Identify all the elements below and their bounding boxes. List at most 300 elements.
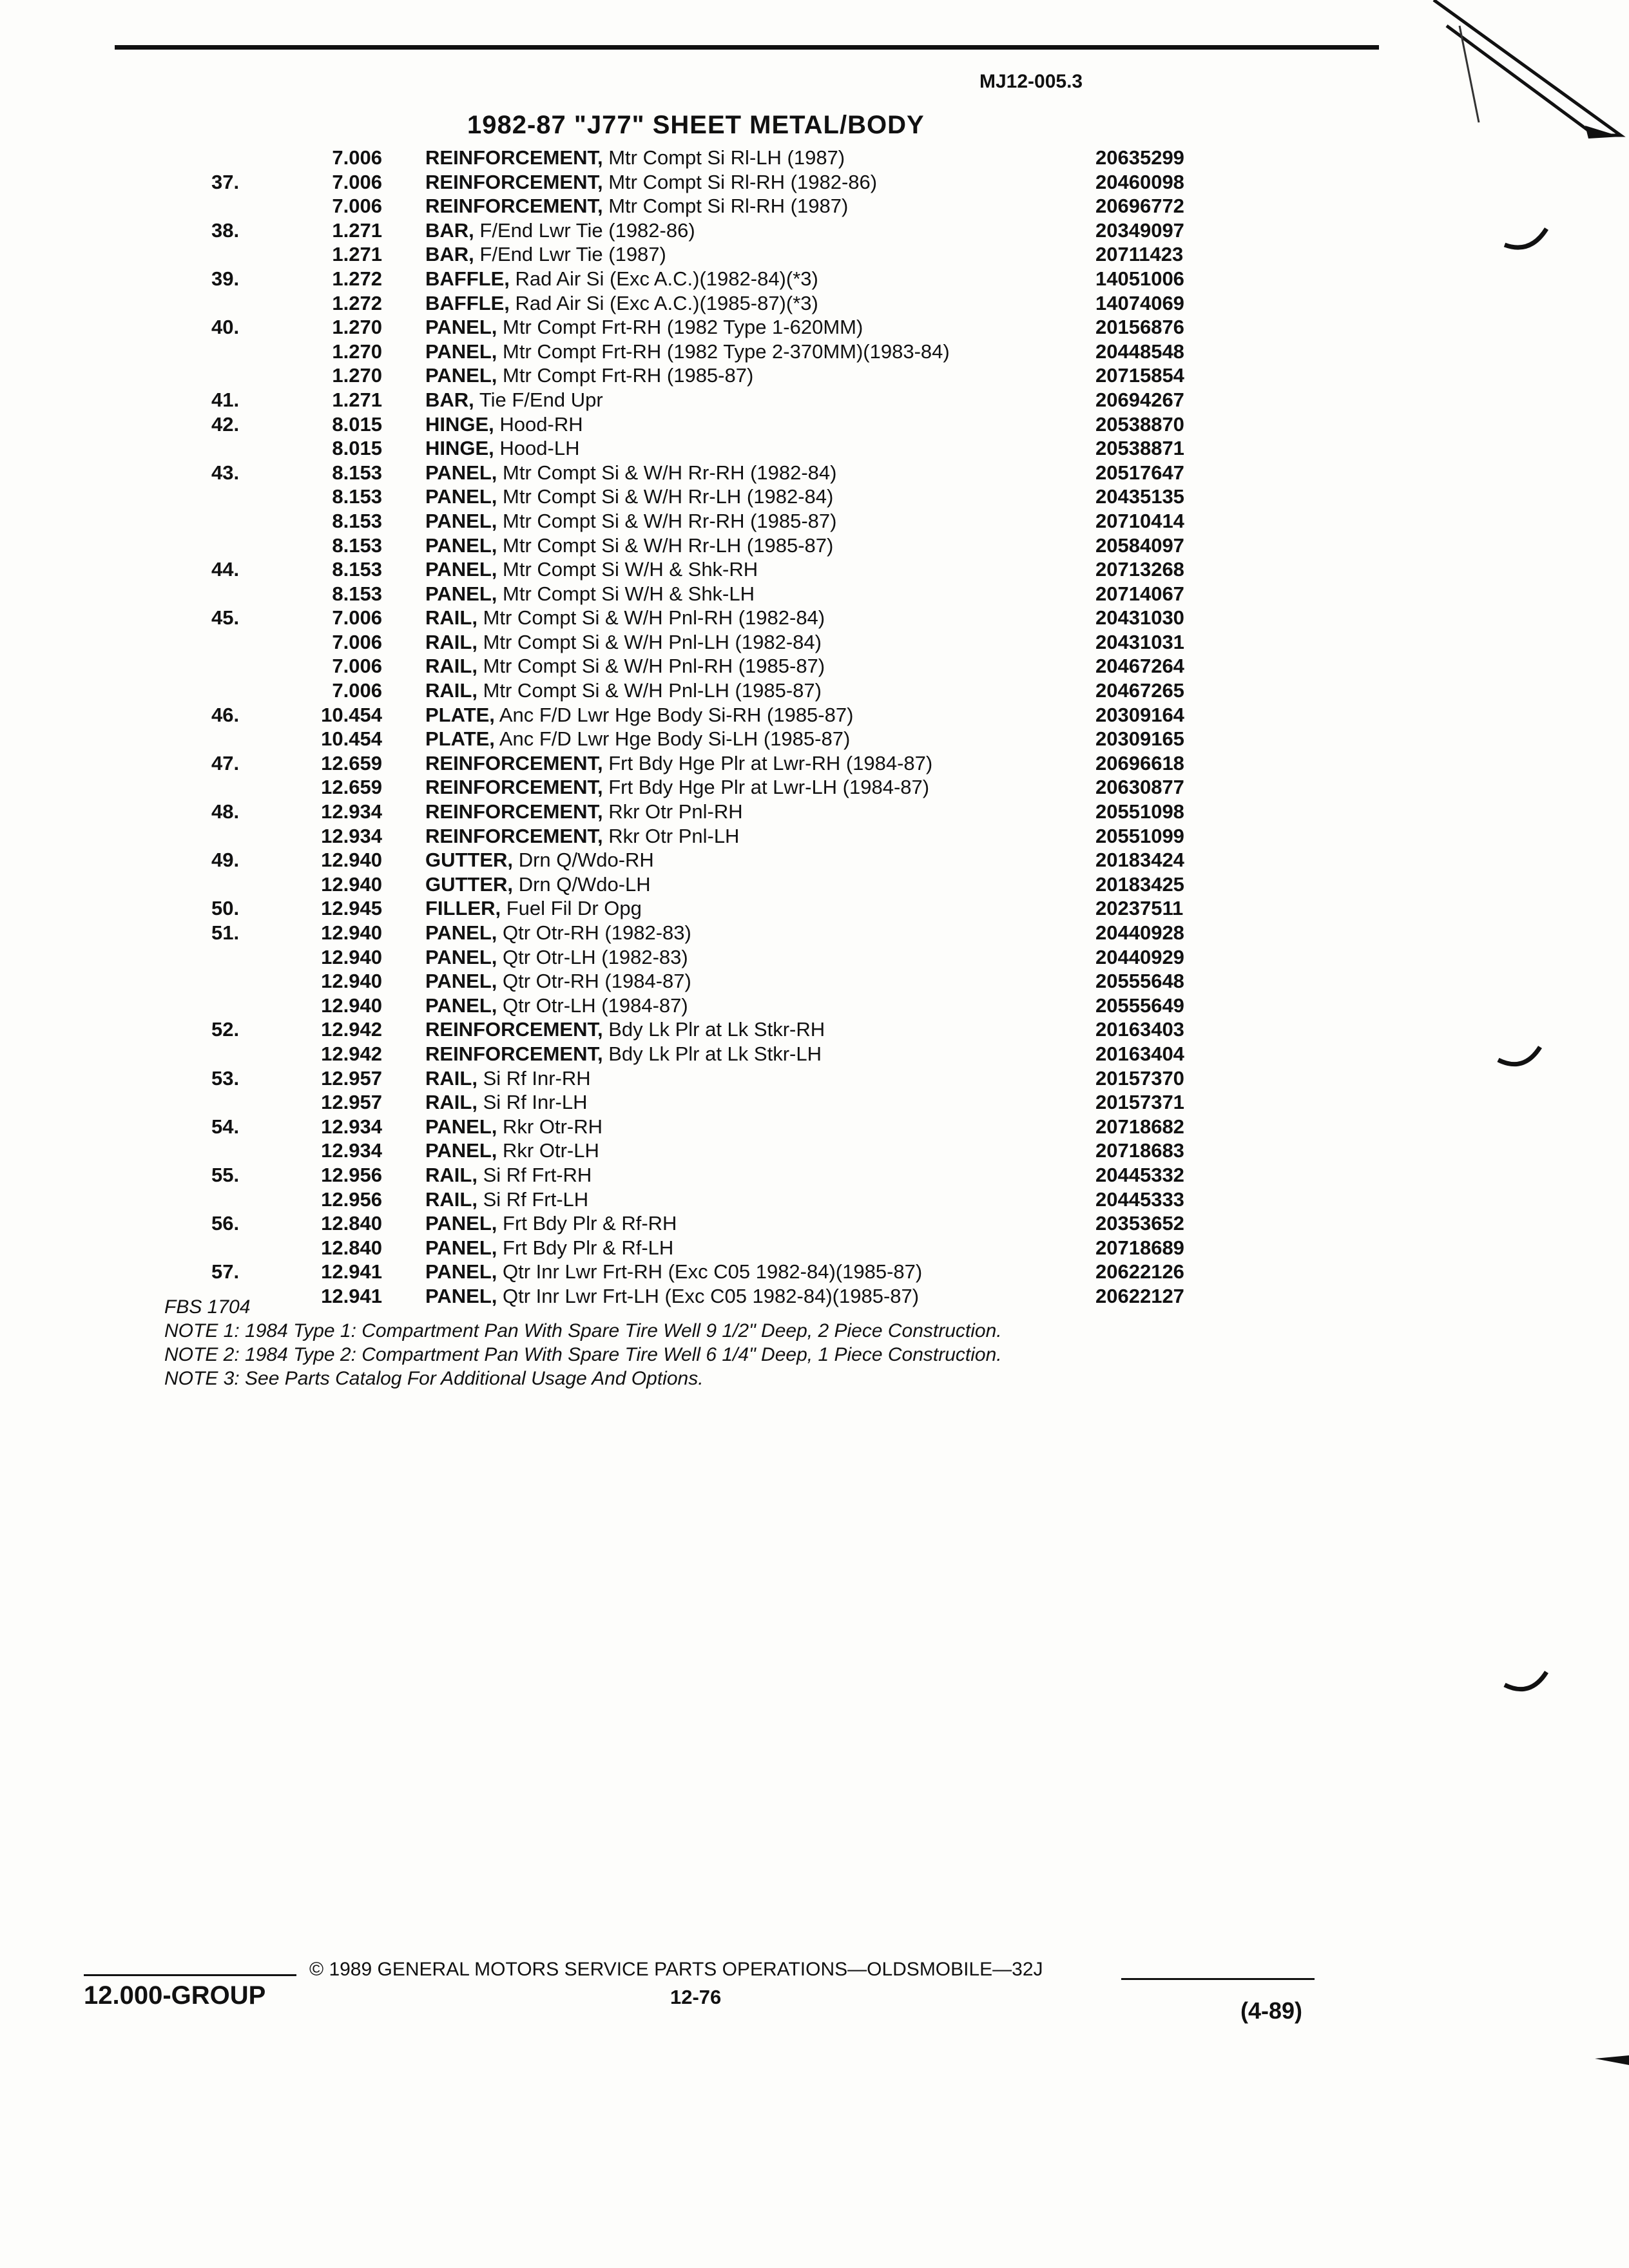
part-description — [425, 800, 1083, 824]
group-number: 12.956 — [321, 1187, 382, 1211]
ref-number: 40. — [211, 316, 240, 339]
part-name: PANEL, — [425, 945, 497, 968]
part-number: 20445333 — [1095, 1187, 1184, 1211]
part-name: PANEL, — [425, 485, 497, 508]
part-number: 20555649 — [1095, 994, 1184, 1017]
footer-rule-right — [1121, 1978, 1315, 1980]
group-number: 1.270 — [332, 340, 382, 363]
part-row — [0, 436, 1629, 461]
part-row — [0, 267, 1629, 291]
part-row — [0, 1236, 1629, 1260]
part-row — [0, 363, 1629, 388]
part-detail: F/End Lwr Tie (1982-86) — [479, 218, 695, 242]
part-name: PANEL, — [425, 1260, 497, 1283]
group-number: 7.006 — [332, 606, 382, 629]
part-detail: Qtr Inr Lwr Frt-RH (Exc C05 1982-84)(1985-87) — [503, 1260, 923, 1283]
part-number: 20440928 — [1095, 921, 1184, 944]
scan-artifact-corner — [1427, 0, 1629, 168]
part-description — [425, 775, 1083, 800]
part-number: 20555648 — [1095, 970, 1184, 993]
part-number: 20711423 — [1095, 243, 1184, 266]
part-name: RAIL, — [425, 655, 477, 678]
part-detail: Mtr Compt Si Rl-RH (1987) — [608, 195, 849, 218]
scan-artifact-edge — [1592, 2049, 1629, 2068]
group-number: 7.006 — [332, 195, 382, 218]
part-description — [425, 267, 1083, 291]
ref-number: 47. — [211, 751, 240, 774]
part-description — [425, 388, 1083, 412]
group-number: 8.015 — [332, 437, 382, 460]
part-row — [0, 921, 1629, 945]
part-row — [0, 146, 1629, 170]
part-name: REINFORCEMENT, — [425, 800, 603, 823]
part-name: PANEL, — [425, 461, 497, 484]
part-name: RAIL, — [425, 1187, 477, 1211]
top-rule — [115, 45, 1379, 50]
part-number: 20440929 — [1095, 945, 1184, 968]
part-number: 20630877 — [1095, 776, 1184, 799]
part-description — [425, 703, 1083, 727]
part-name: PANEL, — [425, 509, 497, 532]
part-row — [0, 751, 1629, 776]
footer-copyright: © 1989 GENERAL MOTORS SERVICE PARTS OPERATIONS—OLDSMOBILE—32J — [309, 1959, 1043, 1980]
part-description — [425, 1115, 1083, 1139]
part-description — [425, 146, 1083, 170]
group-number: 7.006 — [332, 655, 382, 678]
group-number: 12.840 — [321, 1236, 382, 1259]
part-name: RAIL, — [425, 679, 477, 702]
part-detail: Mtr Compt Si & W/H Pnl-RH (1982-84) — [483, 606, 825, 629]
part-name: FILLER, — [425, 897, 501, 920]
ref-number: 57. — [211, 1260, 240, 1283]
part-name: HINGE, — [425, 437, 494, 460]
group-number: 1.271 — [332, 388, 382, 411]
part-row — [0, 485, 1629, 509]
group-number: 12.942 — [321, 1042, 382, 1065]
part-name: BAFFLE, — [425, 291, 510, 314]
ref-number: 43. — [211, 461, 240, 484]
part-name: PANEL, — [425, 558, 497, 581]
part-detail: Anc F/D Lwr Hge Body Si-RH (1985-87) — [499, 703, 854, 726]
part-row — [0, 412, 1629, 437]
part-name: PANEL, — [425, 316, 497, 339]
part-description — [425, 921, 1083, 945]
part-number: 20237511 — [1095, 897, 1184, 920]
part-detail: Si Rf Frt-RH — [483, 1163, 592, 1186]
part-number: 14074069 — [1095, 291, 1184, 314]
ref-number: 49. — [211, 849, 240, 872]
group-number: 12.957 — [321, 1091, 382, 1114]
part-number: 20718689 — [1095, 1236, 1184, 1259]
ref-number: 39. — [211, 267, 240, 290]
group-number: 12.840 — [321, 1212, 382, 1235]
part-description — [425, 218, 1083, 243]
group-number: 7.006 — [332, 170, 382, 193]
part-number: 20445332 — [1095, 1163, 1184, 1186]
part-number: 20349097 — [1095, 218, 1184, 242]
part-detail: Drn Q/Wdo-RH — [518, 849, 654, 872]
part-name: BAR, — [425, 243, 474, 266]
part-detail: Si Rf Inr-LH — [483, 1091, 588, 1114]
part-name: BAFFLE, — [425, 267, 510, 290]
part-description — [425, 654, 1083, 678]
part-name: REINFORCEMENT, — [425, 146, 603, 169]
part-name: REINFORCEMENT, — [425, 1042, 603, 1065]
group-number: 8.153 — [332, 582, 382, 605]
part-name: RAIL, — [425, 630, 477, 653]
part-description — [425, 194, 1083, 218]
part-detail: Frt Bdy Plr & Rf-RH — [503, 1212, 677, 1235]
part-row — [0, 461, 1629, 485]
part-name: GUTTER, — [425, 872, 514, 896]
part-row — [0, 654, 1629, 678]
ref-number: 44. — [211, 558, 240, 581]
part-row — [0, 703, 1629, 727]
group-number: 1.270 — [332, 364, 382, 387]
part-row — [0, 848, 1629, 872]
group-number: 8.153 — [332, 558, 382, 581]
part-row — [0, 872, 1629, 897]
part-detail: Rad Air Si (Exc A.C.)(1985-87)(*3) — [515, 291, 818, 314]
note-2: NOTE 2: 1984 Type 2: Compartment Pan With Spare Tire Well 6 1/4" Deep, 1 Piece Construction. — [164, 1344, 1002, 1365]
group-number: 12.941 — [321, 1260, 382, 1283]
group-number: 12.940 — [321, 849, 382, 872]
part-number: 20551099 — [1095, 824, 1184, 847]
part-row — [0, 315, 1629, 340]
part-description — [425, 1042, 1083, 1066]
part-number: 20696618 — [1095, 751, 1184, 774]
ref-number: 55. — [211, 1163, 240, 1186]
part-number: 20431031 — [1095, 630, 1184, 653]
group-number: 12.934 — [321, 1139, 382, 1162]
part-number: 20435135 — [1095, 485, 1184, 508]
ref-number: 51. — [211, 921, 240, 944]
part-description — [425, 412, 1083, 437]
group-number: 12.940 — [321, 872, 382, 896]
part-row — [0, 678, 1629, 703]
part-name: PANEL, — [425, 582, 497, 605]
part-description — [425, 1236, 1083, 1260]
parts-list — [0, 146, 1629, 1309]
group-number: 12.940 — [321, 994, 382, 1017]
ref-number: 53. — [211, 1066, 240, 1090]
part-detail: Rkr Otr-RH — [503, 1115, 602, 1138]
part-row — [0, 194, 1629, 218]
part-detail: Anc F/D Lwr Hge Body Si-LH (1985-87) — [499, 727, 851, 751]
part-number: 20538870 — [1095, 412, 1184, 436]
part-description — [425, 315, 1083, 340]
part-row — [0, 557, 1629, 582]
part-row — [0, 800, 1629, 824]
part-description — [425, 848, 1083, 872]
part-description — [425, 582, 1083, 606]
part-description — [425, 969, 1083, 994]
part-description — [425, 1187, 1083, 1212]
part-description — [425, 727, 1083, 751]
part-detail: Rkr Otr-LH — [503, 1139, 599, 1162]
part-name: RAIL, — [425, 1163, 477, 1186]
group-number: 8.153 — [332, 533, 382, 557]
part-number: 20431030 — [1095, 606, 1184, 629]
part-row — [0, 824, 1629, 849]
fbs-code: FBS 1704 — [164, 1296, 251, 1318]
part-description — [425, 1066, 1083, 1091]
part-row — [0, 1090, 1629, 1115]
part-name: PLATE, — [425, 727, 495, 751]
part-number: 20467265 — [1095, 679, 1184, 702]
part-row — [0, 1187, 1629, 1212]
part-detail: Mtr Compt Si & W/H Rr-RH (1985-87) — [503, 509, 837, 532]
part-description — [425, 1090, 1083, 1115]
part-number: 20448548 — [1095, 340, 1184, 363]
part-number: 20538871 — [1095, 437, 1184, 460]
part-name: PANEL, — [425, 970, 497, 993]
part-name: PANEL, — [425, 533, 497, 557]
part-number: 20551098 — [1095, 800, 1184, 823]
part-number: 20460098 — [1095, 170, 1184, 193]
part-number: 20694267 — [1095, 388, 1184, 411]
ref-number: 50. — [211, 897, 240, 920]
part-description — [425, 872, 1083, 897]
part-description — [425, 436, 1083, 461]
part-name: RAIL, — [425, 1091, 477, 1114]
part-detail: Rkr Otr Pnl-RH — [608, 800, 743, 823]
part-description — [425, 170, 1083, 195]
part-name: HINGE, — [425, 412, 494, 436]
part-detail: Si Rf Inr-RH — [483, 1066, 591, 1090]
ref-number: 56. — [211, 1212, 240, 1235]
note-3: NOTE 3: See Parts Catalog For Additional Usage And Options. — [164, 1368, 704, 1389]
part-detail: Hood-RH — [499, 412, 583, 436]
part-number: 20718682 — [1095, 1115, 1184, 1138]
group-number: 7.006 — [332, 146, 382, 169]
ref-number: 54. — [211, 1115, 240, 1138]
footer-page-number: 12-76 — [670, 1986, 722, 2008]
part-row — [0, 291, 1629, 316]
ref-number: 37. — [211, 170, 240, 193]
group-number: 12.934 — [321, 800, 382, 823]
group-number: 7.006 — [332, 630, 382, 653]
part-detail: Bdy Lk Plr at Lk Stkr-RH — [608, 1018, 825, 1041]
group-number: 8.153 — [332, 461, 382, 484]
part-row — [0, 1260, 1629, 1284]
part-row — [0, 727, 1629, 751]
part-number: 20353652 — [1095, 1212, 1184, 1235]
part-name: BAR, — [425, 218, 474, 242]
part-detail: Si Rf Frt-LH — [483, 1187, 589, 1211]
part-description — [425, 678, 1083, 703]
group-number: 10.454 — [321, 703, 382, 726]
part-name: REINFORCEMENT, — [425, 195, 603, 218]
part-detail: Mtr Compt Frt-RH (1982 Type 2-370MM)(1983-84) — [503, 340, 950, 363]
part-row — [0, 1163, 1629, 1187]
ref-number: 41. — [211, 388, 240, 411]
part-description — [425, 630, 1083, 655]
part-description — [425, 363, 1083, 388]
part-row — [0, 1017, 1629, 1042]
part-number: 20163403 — [1095, 1018, 1184, 1041]
ref-number: 52. — [211, 1018, 240, 1041]
part-description — [425, 461, 1083, 485]
part-description — [425, 1139, 1083, 1163]
part-row — [0, 509, 1629, 533]
part-detail: Mtr Compt Si W/H & Shk-LH — [503, 582, 755, 605]
part-description — [425, 557, 1083, 582]
part-number: 20710414 — [1095, 509, 1184, 532]
ref-number: 48. — [211, 800, 240, 823]
part-name: PANEL, — [425, 1139, 497, 1162]
group-number: 12.957 — [321, 1066, 382, 1090]
group-number: 12.934 — [321, 1115, 382, 1138]
part-name: PANEL, — [425, 1212, 497, 1235]
part-row — [0, 170, 1629, 195]
part-name: PANEL, — [425, 1115, 497, 1138]
part-description — [425, 751, 1083, 776]
part-name: PANEL, — [425, 340, 497, 363]
part-name: PANEL, — [425, 1284, 497, 1307]
part-number: 20183425 — [1095, 872, 1184, 896]
part-description — [425, 1017, 1083, 1042]
part-detail: Rad Air Si (Exc A.C.)(1982-84)(*3) — [515, 267, 818, 290]
notes-block — [164, 1295, 1002, 1390]
part-name: PANEL, — [425, 921, 497, 944]
part-detail: Mtr Compt Si & W/H Pnl-LH (1985-87) — [483, 679, 822, 702]
part-description — [425, 994, 1083, 1018]
part-description — [425, 945, 1083, 970]
part-number: 20157370 — [1095, 1066, 1184, 1090]
part-detail: Mtr Compt Si & W/H Pnl-RH (1985-87) — [483, 655, 825, 678]
part-description — [425, 291, 1083, 316]
group-number: 12.940 — [321, 945, 382, 968]
catalog-reference: MJ12-005.3 — [979, 71, 1083, 92]
group-number: 12.659 — [321, 751, 382, 774]
part-description — [425, 509, 1083, 533]
part-detail: Mtr Compt Si W/H & Shk-RH — [503, 558, 758, 581]
part-row — [0, 896, 1629, 921]
part-detail: Mtr Compt Si & W/H Rr-RH (1982-84) — [503, 461, 837, 484]
part-detail: Qtr Otr-LH (1984-87) — [503, 994, 688, 1017]
part-detail: Hood-LH — [499, 437, 580, 460]
part-number: 20718683 — [1095, 1139, 1184, 1162]
binder-mark-1 — [1501, 226, 1553, 258]
part-detail: Mtr Compt Si Rl-LH (1987) — [608, 146, 845, 169]
part-detail: Frt Bdy Plr & Rf-LH — [503, 1236, 674, 1259]
part-description — [425, 533, 1083, 558]
part-number: 20467264 — [1095, 655, 1184, 678]
part-name: PANEL, — [425, 364, 497, 387]
part-name: BAR, — [425, 388, 474, 411]
part-detail: Mtr Compt Si Rl-RH (1982-86) — [608, 170, 878, 193]
part-description — [425, 242, 1083, 267]
part-row — [0, 388, 1629, 412]
part-detail: Bdy Lk Plr at Lk Stkr-LH — [608, 1042, 822, 1065]
part-number: 20584097 — [1095, 533, 1184, 557]
part-name: RAIL, — [425, 606, 477, 629]
part-row — [0, 1115, 1629, 1139]
binder-mark-3 — [1501, 1669, 1553, 1701]
part-number: 20517647 — [1095, 461, 1184, 484]
group-number: 8.153 — [332, 485, 382, 508]
part-row — [0, 630, 1629, 655]
part-detail: F/End Lwr Tie (1987) — [479, 243, 666, 266]
group-number: 1.270 — [332, 316, 382, 339]
group-number: 10.454 — [321, 727, 382, 751]
group-number: 1.271 — [332, 243, 382, 266]
note-1: NOTE 1: 1984 Type 1: Compartment Pan With Spare Tire Well 9 1/2" Deep, 2 Piece Construction. — [164, 1320, 1002, 1341]
group-number: 8.153 — [332, 509, 382, 532]
part-description — [425, 340, 1083, 364]
ref-number: 38. — [211, 218, 240, 242]
part-row — [0, 1066, 1629, 1091]
part-detail: Tie F/End Upr — [479, 388, 603, 411]
footer-group: 12.000-GROUP — [84, 1981, 266, 2010]
page-title: 1982-87 "J77" SHEET METAL/BODY — [467, 111, 925, 139]
part-detail: Mtr Compt Frt-RH (1985-87) — [503, 364, 754, 387]
group-number: 7.006 — [332, 679, 382, 702]
part-name: REINFORCEMENT, — [425, 824, 603, 847]
part-number: 20622127 — [1095, 1284, 1184, 1307]
part-row — [0, 606, 1629, 630]
part-number: 20163404 — [1095, 1042, 1184, 1065]
part-number: 20622126 — [1095, 1260, 1184, 1283]
part-detail: Mtr Compt Si & W/H Rr-LH (1985-87) — [503, 533, 834, 557]
part-number: 20714067 — [1095, 582, 1184, 605]
part-description — [425, 1211, 1083, 1236]
part-detail: Frt Bdy Hge Plr at Lwr-LH (1984-87) — [608, 776, 930, 799]
footer-date: (4-89) — [1240, 1997, 1303, 2024]
part-detail: Qtr Otr-RH (1984-87) — [503, 970, 691, 993]
part-row — [0, 1139, 1629, 1163]
part-detail: Qtr Otr-RH (1982-83) — [503, 921, 691, 944]
part-row — [0, 969, 1629, 994]
part-number: 20309164 — [1095, 703, 1184, 726]
part-number: 20183424 — [1095, 849, 1184, 872]
part-description — [425, 896, 1083, 921]
part-detail: Fuel Fil Dr Opg — [506, 897, 642, 920]
binder-mark-2 — [1495, 1044, 1547, 1076]
part-number: 20309165 — [1095, 727, 1184, 751]
part-number: 20156876 — [1095, 316, 1184, 339]
part-number: 20157371 — [1095, 1091, 1184, 1114]
part-name: GUTTER, — [425, 849, 514, 872]
part-number: 20696772 — [1095, 195, 1184, 218]
group-number: 1.271 — [332, 218, 382, 242]
part-name: PANEL, — [425, 1236, 497, 1259]
group-number: 1.272 — [332, 291, 382, 314]
part-row — [0, 582, 1629, 606]
group-number: 1.272 — [332, 267, 382, 290]
ref-number: 46. — [211, 703, 240, 726]
part-row — [0, 340, 1629, 364]
part-name: REINFORCEMENT, — [425, 751, 603, 774]
part-description — [425, 606, 1083, 630]
group-number: 12.940 — [321, 921, 382, 944]
part-detail: Rkr Otr Pnl-LH — [608, 824, 740, 847]
part-row — [0, 945, 1629, 970]
ref-number: 42. — [211, 412, 240, 436]
part-detail: Mtr Compt Si & W/H Pnl-LH (1982-84) — [483, 630, 822, 653]
part-detail: Drn Q/Wdo-LH — [518, 872, 651, 896]
group-number: 12.945 — [321, 897, 382, 920]
part-description — [425, 1163, 1083, 1187]
part-row — [0, 242, 1629, 267]
group-number: 12.941 — [321, 1284, 382, 1307]
part-detail: Qtr Otr-LH (1982-83) — [503, 945, 688, 968]
part-name: RAIL, — [425, 1066, 477, 1090]
group-number: 12.934 — [321, 824, 382, 847]
part-name: REINFORCEMENT, — [425, 170, 603, 193]
part-row — [0, 994, 1629, 1018]
